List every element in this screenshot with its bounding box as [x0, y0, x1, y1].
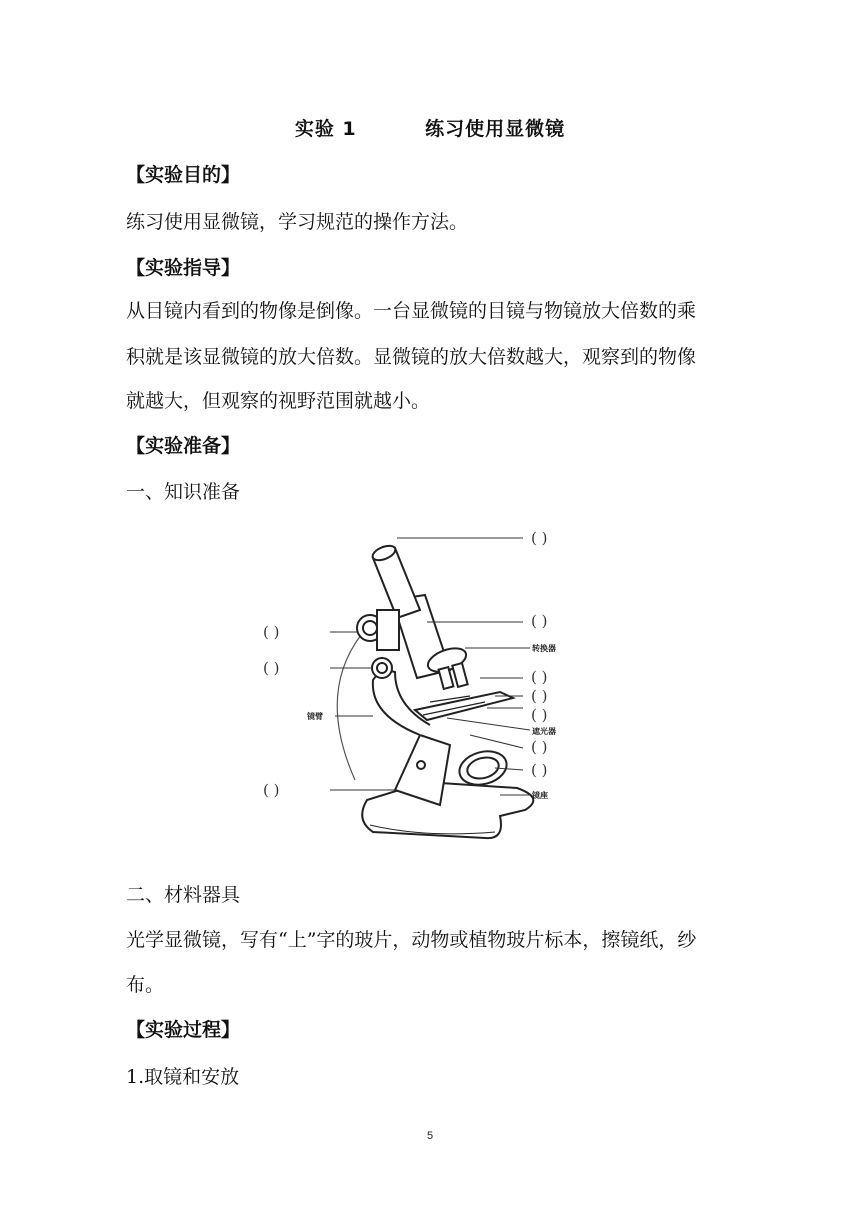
blank-stage: ( )	[531, 687, 548, 705]
blank-mirror: ( )	[531, 761, 548, 779]
microscope-figure	[255, 520, 625, 850]
blank-pillar: ( )	[531, 738, 548, 756]
label-base: 镜座	[532, 791, 548, 800]
guide-line-2: 积就是该显微镜的放大倍数。显微镜的放大倍数越大，观察到的物像	[126, 346, 697, 368]
blank-coarse-knob: ( )	[263, 623, 280, 641]
blank-body-tube: ( )	[531, 612, 548, 630]
section-heading-prep: 【实验准备】	[126, 435, 241, 457]
section-heading-process: 【实验过程】	[126, 1019, 241, 1041]
materials-heading: 二、材料器具	[126, 884, 241, 906]
guide-line-1: 从目镜内看到的物像是倒像。一台显微镜的目镜与物镜放大倍数的乘	[126, 300, 697, 322]
label-diaphragm: 遮光器	[532, 727, 556, 736]
page-title: 实验 1 练习使用显微镜	[294, 118, 566, 140]
guide-line-3: 就越大，但观察的视野范围就越小。	[126, 390, 431, 412]
label-converter: 转换器	[532, 644, 556, 653]
purpose-text: 练习使用显微镜，学习规范的操作方法。	[126, 211, 469, 233]
blank-objective: ( )	[531, 668, 548, 686]
materials-line-1: 光学显微镜，写有“上”字的玻片，动物或植物玻片标本，擦镜纸，纱	[126, 929, 697, 951]
blank-eyepiece: ( )	[531, 529, 548, 547]
section-heading-purpose: 【实验目的】	[126, 164, 241, 186]
label-arm: 镜臂	[307, 712, 323, 721]
section-heading-guide: 【实验指导】	[126, 257, 241, 279]
page-number: 5	[426, 1130, 434, 1142]
blank-fine-knob: ( )	[263, 659, 280, 677]
materials-line-2: 布。	[126, 974, 165, 996]
process-step-1: 1.取镜和安放	[126, 1066, 240, 1088]
blank-clip: ( )	[531, 706, 548, 724]
blank-column: ( )	[263, 781, 280, 799]
knowledge-prep-heading: 一、知识准备	[126, 481, 241, 503]
